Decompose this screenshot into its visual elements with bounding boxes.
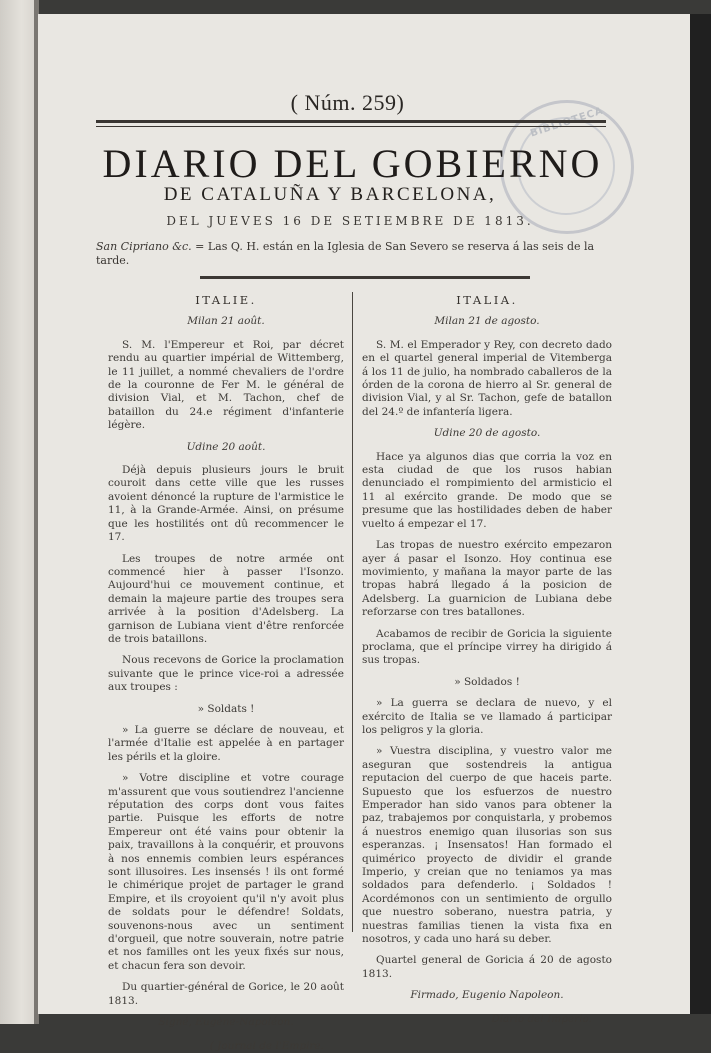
saint-of-day-notice bbox=[96, 240, 616, 268]
article-paragraph: Las tropas de nuestro exército empezaron ayer á pasar el Isonzo. Hoy continua ese movimiento, y mañana la mayor parte de las tropas habrá llegado á la posicion de Adelsberg. La guarnicion de Lubiana debe reforzarse con tres batallones. bbox=[362, 539, 612, 619]
article-paragraph: S. M. l'Empereur et Roi, par décret rendu au quartier impérial de Wittemberg, le 11 juillet, a nommé chevaliers de l'ordre de la couronne de Fer M. le général de division Vial, et M. Tachon, chef de bataillon du 24.e régiment d'infanterie légère. bbox=[108, 338, 344, 432]
place-date: Udine 20 de agosto. bbox=[433, 427, 541, 440]
french-column bbox=[108, 292, 344, 1053]
proclamation-dateline: Quartel general de Goricia á 20 de agosto 1813. bbox=[362, 954, 612, 980]
proclamation-salute: » Soldats ! bbox=[197, 702, 255, 715]
scan-border bbox=[690, 14, 711, 1014]
saint-notice-text: Las Q. H. están en la Iglesia de San Severo se reserva á las seis de la tarde. bbox=[96, 240, 595, 267]
place-date: Milan 21 de agosto. bbox=[434, 315, 540, 328]
header-rule-thick bbox=[96, 120, 606, 123]
proclamation-signature: Firmado, Eugenio Napoleon. bbox=[410, 989, 564, 1002]
place-date: Milan 21 août. bbox=[187, 315, 265, 328]
spanish-column bbox=[362, 292, 612, 1026]
article-source: ( Journal de l'Empire. bbox=[209, 1039, 324, 1052]
issue-date: DEL JUEVES 16 DE SETIEMBRE DE 1813. bbox=[166, 214, 534, 228]
column-divider bbox=[352, 292, 353, 932]
article-source: Diario del Imperio. bbox=[491, 1012, 592, 1025]
issue-number: ( Núm. 259) bbox=[290, 90, 405, 115]
proclamation-signature: Signé, Eugène-Napoléon. bbox=[158, 1016, 294, 1029]
article-paragraph: Acabamos de recibir de Goricia la siguiente proclama, que el príncipe virrey ha dirigido á sus tropas. bbox=[362, 627, 612, 667]
masthead-title: DIARIO DEL GOBIERNO bbox=[102, 141, 603, 186]
article-paragraph: » La guerra se declara de nuevo, y el exército de Italia se ve llamado á participar los peligros y la gloria. bbox=[362, 697, 612, 736]
article-paragraph: » La guerre se déclare de nouveau, et l'armée d'Italie est appelée à en partager les périls et la gloire. bbox=[108, 723, 344, 763]
column-heading: ITALIA. bbox=[456, 293, 518, 307]
article-paragraph: » Vuestra disciplina, y vuestro valor me aseguran que sostendreis la antigua reputacion del cuerpo de que haceis parte. Supuesto que los esfuerzos de nuestro Emperador han sido vanos para obtener la paz, trabajemos por conquistarla, y probemos á nuestros enemigo quan ilusorias son sus esperanzas. ¡ Insensatos! Han formado el quimérico proyecto de dividir el grande Imperio, y creian que no teniamos ya mas soldados para defenderlo. ¡ Soldados ! Acordémonos con un sentimiento de orgullo que nuestro soberano, nuestra patria, y nuestras familias tienen la vista fixa en nosotros, y cada uno hará su deber. bbox=[362, 745, 612, 946]
article-paragraph: Déjà depuis plusieurs jours le bruit couroit dans cette ville que les russes avoient dénoncé la rupture de l'armistice le 11, à la Grande-Armée. Ainsi, on présume que les hostilités ont dû recommencer le 17. bbox=[108, 464, 344, 544]
saint-name: San Cipriano &c. = bbox=[96, 240, 205, 253]
proclamation-dateline: Du quartier-général de Gorice, le 20 août 1813. bbox=[108, 981, 344, 1007]
masthead-subtitle: DE CATALUÑA Y BARCELONA, bbox=[163, 184, 497, 205]
place-date: Udine 20 août. bbox=[186, 440, 266, 453]
section-rule bbox=[200, 276, 530, 279]
facing-page-edge bbox=[0, 0, 36, 1024]
article-paragraph: Hace ya algunos dias que corria la voz en esta ciudad de que los rusos habian denunciado el rompimiento del armisticio el 11 al exército grande. De modo que se presume que las hostilidades deben de haber vuelto á empezar el 17. bbox=[362, 450, 612, 530]
article-paragraph: » Votre discipline et votre courage m'assurent que vous soutiendrez l'ancienne réputation des corps dont vous faites partie. Puisque les efforts de notre Empereur ont été vains pour obtenir la paix, travaillons à la conquérir, et prouvons à nos ennemis combien leurs espérances sont illusoires. Les insensés ! ils ont formé le chimérique projet de partager le grand Empire, et ils croyoient qu'il n'y avoit plus de soldats pour le défendre! Soldats, souvenons-nous avec un sentiment d'orgueil, que notre souverain, notre patrie et nos familles ont les yeux fixés sur nous, et chacun fera son devoir. bbox=[108, 772, 344, 972]
header-rule-thin bbox=[96, 126, 606, 127]
article-paragraph: S. M. el Emperador y Rey, con decreto dado en el quartel general imperial de Vitemberga á los 11 de julio, ha nombrado caballeros de la órden de la corona de hierro al Sr. general de division Vial, y al Sr. Tachon, gefe de batallon del 24.º de infantería ligera. bbox=[362, 338, 612, 418]
proclamation-salute: » Soldados ! bbox=[454, 675, 520, 688]
article-paragraph: Les troupes de notre armée ont commencé hier à passer l'Isonzo. Aujourd'hui ce mouvement continue, et demain la majeure partie des troupes sera arrivée à la position d'Adelsberg. La garnison de Lubiana vient d'être renforcée de trois bataillons. bbox=[108, 552, 344, 645]
article-paragraph: Nous recevons de Gorice la proclamation suivante que le prince vice-roi a adressée aux troupes : bbox=[108, 654, 344, 694]
column-heading: ITALIE. bbox=[195, 293, 257, 307]
